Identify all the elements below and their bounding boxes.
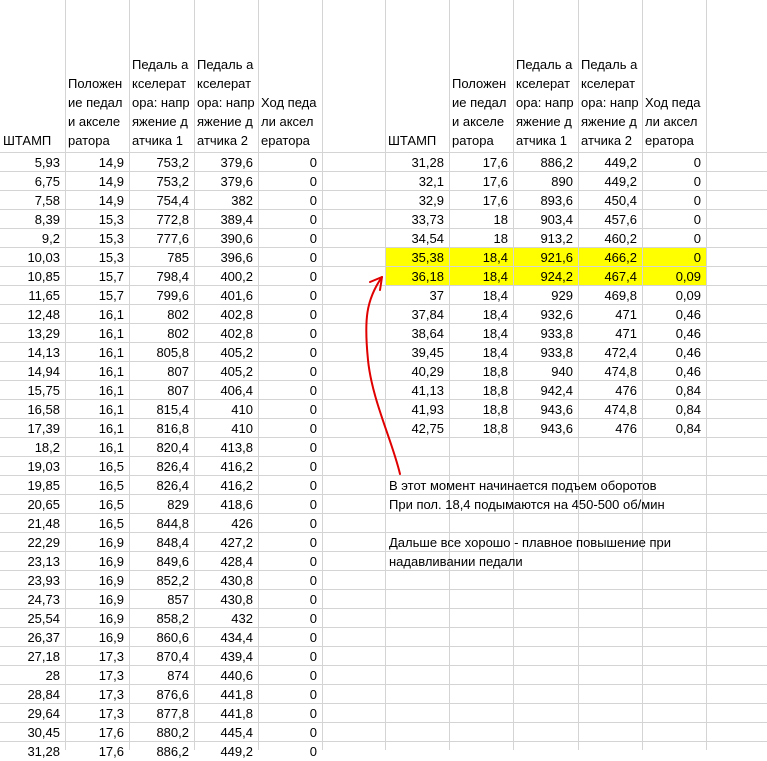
left-table-cell[interactable]: 16,1: [98, 383, 124, 398]
left-table-cell[interactable]: 5,93: [34, 155, 60, 170]
right-table-cell[interactable]: 18,8: [482, 421, 508, 436]
left-table-cell[interactable]: 16,58: [27, 402, 60, 417]
left-table-cell[interactable]: 0: [309, 497, 317, 512]
right-table-cell[interactable]: 32,9: [418, 193, 444, 208]
right-table-cell[interactable]: 466,2: [604, 250, 637, 265]
left-table-cell[interactable]: 17,6: [98, 725, 124, 740]
left-table-cell[interactable]: 0: [309, 155, 317, 170]
left-table-cell[interactable]: 430,8: [220, 592, 253, 607]
right-table-cell[interactable]: 0: [693, 250, 701, 265]
left-table-cell[interactable]: 16,5: [98, 516, 124, 531]
right-table-cell[interactable]: 18: [493, 231, 508, 246]
left-table-cell[interactable]: 0: [309, 326, 317, 341]
left-table-cell[interactable]: 405,2: [220, 364, 253, 379]
left-table-header-cell[interactable]: ШТАМП: [3, 133, 52, 148]
left-table-cell[interactable]: 15,7: [98, 288, 124, 303]
right-table-cell[interactable]: 886,2: [540, 155, 573, 170]
right-table-header-cell[interactable]: Положение педали акселератора: [452, 76, 507, 148]
right-table-cell[interactable]: 0: [693, 155, 701, 170]
left-table-cell[interactable]: 445,4: [220, 725, 253, 740]
right-table-cell[interactable]: 38,64: [411, 326, 444, 341]
right-table-cell[interactable]: 0,46: [675, 326, 701, 341]
left-table-cell[interactable]: 16,1: [98, 364, 124, 379]
right-table-cell[interactable]: 0: [693, 193, 701, 208]
right-table-cell[interactable]: 940: [551, 364, 573, 379]
left-table-cell[interactable]: 410: [231, 421, 253, 436]
left-table-cell[interactable]: 22,29: [27, 535, 60, 550]
left-table-cell[interactable]: 379,6: [220, 174, 253, 189]
left-table-cell[interactable]: 807: [167, 383, 189, 398]
left-table-cell[interactable]: 382: [231, 193, 253, 208]
left-table-cell[interactable]: 877,8: [156, 706, 189, 721]
annotation-line-1[interactable]: В этот момент начинается подъем оборотов: [389, 478, 657, 493]
left-table-cell[interactable]: 16,9: [98, 611, 124, 626]
right-table-cell[interactable]: 942,4: [540, 383, 573, 398]
right-table-cell[interactable]: 37: [429, 288, 444, 303]
left-table-cell[interactable]: 23,93: [27, 573, 60, 588]
left-table-cell[interactable]: 826,4: [156, 459, 189, 474]
left-table-cell[interactable]: 9,2: [41, 231, 60, 246]
right-table-cell[interactable]: 17,6: [482, 193, 508, 208]
right-table-cell[interactable]: 33,73: [411, 212, 444, 227]
left-table-cell[interactable]: 449,2: [220, 744, 253, 759]
annotation-line-4[interactable]: надавливании педали: [389, 554, 523, 569]
left-table-cell[interactable]: 16,9: [98, 535, 124, 550]
left-table-cell[interactable]: 18,2: [34, 440, 60, 455]
right-table-cell[interactable]: 36,18: [411, 269, 444, 284]
left-table-cell[interactable]: 0: [309, 459, 317, 474]
left-table-cell[interactable]: 802: [167, 326, 189, 341]
left-table-cell[interactable]: 848,4: [156, 535, 189, 550]
left-table-cell[interactable]: 432: [231, 611, 253, 626]
left-table-cell[interactable]: 15,3: [98, 231, 124, 246]
right-table-cell[interactable]: 943,6: [540, 421, 573, 436]
left-table-cell[interactable]: 16,9: [98, 554, 124, 569]
right-table-cell[interactable]: 18,4: [482, 307, 508, 322]
right-table-cell[interactable]: 0: [693, 231, 701, 246]
left-table-cell[interactable]: 16,1: [98, 440, 124, 455]
left-table-cell[interactable]: 880,2: [156, 725, 189, 740]
right-table-cell[interactable]: 932,6: [540, 307, 573, 322]
left-table-cell[interactable]: 753,2: [156, 155, 189, 170]
right-table-cell[interactable]: 924,2: [540, 269, 573, 284]
right-table-cell[interactable]: 18,8: [482, 402, 508, 417]
left-table-cell[interactable]: 413,8: [220, 440, 253, 455]
right-table-cell[interactable]: 42,75: [411, 421, 444, 436]
left-table-cell[interactable]: 0: [309, 649, 317, 664]
right-table-cell[interactable]: 31,28: [411, 155, 444, 170]
right-table-cell[interactable]: 474,8: [604, 402, 637, 417]
left-table-cell[interactable]: 805,8: [156, 345, 189, 360]
right-table-cell[interactable]: 449,2: [604, 174, 637, 189]
left-table-cell[interactable]: 30,45: [27, 725, 60, 740]
left-table-cell[interactable]: 0: [309, 630, 317, 645]
left-table-cell[interactable]: 402,8: [220, 307, 253, 322]
right-table-cell[interactable]: 472,4: [604, 345, 637, 360]
left-table-cell[interactable]: 428,4: [220, 554, 253, 569]
left-table-cell[interactable]: 17,3: [98, 706, 124, 721]
left-table-cell[interactable]: 17,3: [98, 649, 124, 664]
right-table-cell[interactable]: 32,1: [418, 174, 444, 189]
left-table-cell[interactable]: 31,28: [27, 744, 60, 759]
right-table-cell[interactable]: 34,54: [411, 231, 444, 246]
right-table-cell[interactable]: 40,29: [411, 364, 444, 379]
left-table-cell[interactable]: 0: [309, 421, 317, 436]
right-table-cell[interactable]: 37,84: [411, 307, 444, 322]
left-table-cell[interactable]: 16,1: [98, 345, 124, 360]
right-table-cell[interactable]: 893,6: [540, 193, 573, 208]
left-table-cell[interactable]: 25,54: [27, 611, 60, 626]
left-table-cell[interactable]: 28,84: [27, 687, 60, 702]
left-table-cell[interactable]: 19,85: [27, 478, 60, 493]
left-table-header-cell[interactable]: Педаль акселератора: напряжение датчика 1: [132, 57, 190, 148]
left-table-cell[interactable]: 844,8: [156, 516, 189, 531]
left-table-cell[interactable]: 23,13: [27, 554, 60, 569]
left-table-cell[interactable]: 19,03: [27, 459, 60, 474]
left-table-cell[interactable]: 0: [309, 706, 317, 721]
left-table-cell[interactable]: 6,75: [34, 174, 60, 189]
left-table-cell[interactable]: 14,13: [27, 345, 60, 360]
left-table-cell[interactable]: 14,9: [98, 193, 124, 208]
right-table-cell[interactable]: 460,2: [604, 231, 637, 246]
left-table-cell[interactable]: 16,9: [98, 573, 124, 588]
left-table-cell[interactable]: 857: [167, 592, 189, 607]
arrow-head: [370, 277, 382, 290]
left-table-cell[interactable]: 799,6: [156, 288, 189, 303]
left-table-cell[interactable]: 0: [309, 174, 317, 189]
left-table-cell[interactable]: 21,48: [27, 516, 60, 531]
right-table-cell[interactable]: 890: [551, 174, 573, 189]
left-table-cell[interactable]: 0: [309, 440, 317, 455]
left-table-cell[interactable]: 0: [309, 364, 317, 379]
left-table-cell[interactable]: 15,3: [98, 250, 124, 265]
left-table-cell[interactable]: 16,5: [98, 478, 124, 493]
left-table-cell[interactable]: 16,5: [98, 497, 124, 512]
left-table-cell[interactable]: 430,8: [220, 573, 253, 588]
left-table-cell[interactable]: 849,6: [156, 554, 189, 569]
right-table-cell[interactable]: 0: [693, 174, 701, 189]
left-table-cell[interactable]: 0: [309, 212, 317, 227]
left-table-cell[interactable]: 10,03: [27, 250, 60, 265]
left-table-cell[interactable]: 0: [309, 269, 317, 284]
left-table-cell[interactable]: 418,6: [220, 497, 253, 512]
left-table-cell[interactable]: 785: [167, 250, 189, 265]
left-table-cell[interactable]: 16,1: [98, 402, 124, 417]
column-gridline: [322, 0, 323, 750]
left-table-cell[interactable]: 852,2: [156, 573, 189, 588]
left-table-cell[interactable]: 16,1: [98, 307, 124, 322]
left-table-cell[interactable]: 16,9: [98, 630, 124, 645]
left-table-cell[interactable]: 0: [309, 402, 317, 417]
left-table-cell[interactable]: 15,7: [98, 269, 124, 284]
left-table-cell[interactable]: 26,37: [27, 630, 60, 645]
right-table-cell[interactable]: 0,46: [675, 307, 701, 322]
left-table-cell[interactable]: 15,75: [27, 383, 60, 398]
left-table-cell[interactable]: 441,8: [220, 706, 253, 721]
left-table-cell[interactable]: 0: [309, 725, 317, 740]
left-table-cell[interactable]: 402,8: [220, 326, 253, 341]
left-table-cell[interactable]: 0: [309, 516, 317, 531]
right-table-cell[interactable]: 0,46: [675, 364, 701, 379]
left-table-cell[interactable]: 17,6: [98, 744, 124, 759]
right-table-cell[interactable]: 0,09: [675, 288, 701, 303]
right-table-cell[interactable]: 903,4: [540, 212, 573, 227]
left-table-cell[interactable]: 807: [167, 364, 189, 379]
right-table-cell[interactable]: 921,6: [540, 250, 573, 265]
left-table-cell[interactable]: 0: [309, 592, 317, 607]
right-table-cell[interactable]: 18,8: [482, 364, 508, 379]
left-table-cell[interactable]: 0: [309, 193, 317, 208]
left-table-cell[interactable]: 870,4: [156, 649, 189, 664]
left-table-header-cell[interactable]: Ход педали акселератора: [261, 95, 317, 148]
left-table-cell[interactable]: 0: [309, 383, 317, 398]
left-table-cell[interactable]: 798,4: [156, 269, 189, 284]
right-table-cell[interactable]: 18,4: [482, 326, 508, 341]
left-table-cell[interactable]: 15,3: [98, 212, 124, 227]
left-table-cell[interactable]: 858,2: [156, 611, 189, 626]
left-table-cell[interactable]: 14,94: [27, 364, 60, 379]
left-table-cell[interactable]: 14,9: [98, 174, 124, 189]
left-table-cell[interactable]: 20,65: [27, 497, 60, 512]
left-table-cell[interactable]: 0: [309, 744, 317, 759]
right-table-cell[interactable]: 450,4: [604, 193, 637, 208]
right-table-cell[interactable]: 39,45: [411, 345, 444, 360]
left-table-cell[interactable]: 754,4: [156, 193, 189, 208]
right-table-cell[interactable]: 471: [615, 326, 637, 341]
left-table-cell[interactable]: 0: [309, 573, 317, 588]
right-table-cell[interactable]: 35,38: [411, 250, 444, 265]
left-table-cell[interactable]: 8,39: [34, 212, 60, 227]
left-table-cell[interactable]: 27,18: [27, 649, 60, 664]
right-table-header-cell[interactable]: Ход педали акселератора: [645, 95, 701, 148]
right-table-cell[interactable]: 449,2: [604, 155, 637, 170]
left-table-cell[interactable]: 400,2: [220, 269, 253, 284]
left-table-cell[interactable]: 10,85: [27, 269, 60, 284]
left-table-cell[interactable]: 0: [309, 478, 317, 493]
left-table-cell[interactable]: 820,4: [156, 440, 189, 455]
right-table-cell[interactable]: 457,6: [604, 212, 637, 227]
left-table-cell[interactable]: 28: [45, 668, 60, 683]
left-table-cell[interactable]: 753,2: [156, 174, 189, 189]
right-table-cell[interactable]: 933,8: [540, 345, 573, 360]
right-table-cell[interactable]: 476: [615, 421, 637, 436]
right-table-cell[interactable]: 0,46: [675, 345, 701, 360]
right-table-cell[interactable]: 17,6: [482, 155, 508, 170]
left-table-cell[interactable]: 379,6: [220, 155, 253, 170]
left-table-cell[interactable]: 860,6: [156, 630, 189, 645]
left-table-cell[interactable]: 11,65: [28, 288, 60, 303]
left-table-cell[interactable]: 829: [167, 497, 189, 512]
column-gridline: [706, 0, 707, 750]
left-table-cell[interactable]: 401,6: [220, 288, 253, 303]
left-table-cell[interactable]: 427,2: [220, 535, 253, 550]
left-table-cell[interactable]: 0: [309, 250, 317, 265]
right-table-cell[interactable]: 0,84: [675, 402, 701, 417]
left-table-cell[interactable]: 29,64: [27, 706, 60, 721]
left-table-cell[interactable]: 0: [309, 687, 317, 702]
right-table-header-cell[interactable]: ШТАМП: [388, 133, 437, 148]
right-table-cell[interactable]: 18,4: [482, 288, 508, 303]
right-table-cell[interactable]: 18: [493, 212, 508, 227]
left-table-cell[interactable]: 440,6: [220, 668, 253, 683]
left-table-cell[interactable]: 17,3: [98, 687, 124, 702]
right-table-cell[interactable]: 0: [693, 212, 701, 227]
right-table-cell[interactable]: 476: [615, 383, 637, 398]
left-table-cell[interactable]: 439,4: [220, 649, 253, 664]
left-table-cell[interactable]: 14,9: [98, 155, 124, 170]
left-table-cell[interactable]: 0: [309, 668, 317, 683]
right-table-cell[interactable]: 18,4: [482, 250, 508, 265]
left-table-cell[interactable]: 826,4: [156, 478, 189, 493]
right-table-header-cell[interactable]: Педаль акселератора: напряжение датчика 2: [581, 57, 639, 148]
left-table-cell[interactable]: 434,4: [220, 630, 253, 645]
left-table-cell[interactable]: 777,6: [156, 231, 189, 246]
annotation-line-2[interactable]: При пол. 18,4 подымаются на 450-500 об/мин: [389, 497, 665, 512]
right-table-cell[interactable]: 933,8: [540, 326, 573, 341]
right-table-cell[interactable]: 943,6: [540, 402, 573, 417]
right-table-cell[interactable]: 467,4: [604, 269, 637, 284]
right-table-cell[interactable]: 0,84: [675, 421, 701, 436]
left-table-cell[interactable]: 802: [167, 307, 189, 322]
left-table-cell[interactable]: 416,2: [220, 459, 253, 474]
right-table-cell[interactable]: 41,13: [411, 383, 444, 398]
right-table-cell[interactable]: 0,84: [675, 383, 701, 398]
left-table-cell[interactable]: 390,6: [220, 231, 253, 246]
right-table-cell[interactable]: 41,93: [411, 402, 444, 417]
left-table-cell[interactable]: 815,4: [156, 402, 189, 417]
right-table-cell[interactable]: 17,6: [482, 174, 508, 189]
right-table-cell[interactable]: 18,8: [482, 383, 508, 398]
left-table-cell[interactable]: 426: [231, 516, 253, 531]
right-table-cell[interactable]: 929: [551, 288, 573, 303]
left-table-cell[interactable]: 772,8: [156, 212, 189, 227]
right-table-cell[interactable]: 0,09: [675, 269, 701, 284]
right-table-cell[interactable]: 469,8: [604, 288, 637, 303]
right-table-cell[interactable]: 18,4: [482, 269, 508, 284]
left-table-cell[interactable]: 816,8: [156, 421, 189, 436]
left-table-cell[interactable]: 0: [309, 611, 317, 626]
left-table-cell[interactable]: 0: [309, 307, 317, 322]
left-table-cell[interactable]: 16,9: [98, 592, 124, 607]
left-table-cell[interactable]: 7,58: [34, 193, 60, 208]
left-table-cell[interactable]: 24,73: [27, 592, 60, 607]
left-table-cell[interactable]: 0: [309, 554, 317, 569]
left-table-header-cell[interactable]: Педаль акселератора: напряжение датчика 2: [197, 57, 255, 148]
left-table-cell[interactable]: 17,3: [98, 668, 124, 683]
right-table-cell[interactable]: 913,2: [540, 231, 573, 246]
left-table-cell[interactable]: 874: [167, 668, 189, 683]
left-table-cell[interactable]: 16,1: [98, 421, 124, 436]
left-table-cell[interactable]: 886,2: [156, 744, 189, 759]
left-table-cell[interactable]: 416,2: [220, 478, 253, 493]
left-table-cell[interactable]: 389,4: [220, 212, 253, 227]
right-table-cell[interactable]: 18,4: [482, 345, 508, 360]
left-table-cell[interactable]: 405,2: [220, 345, 253, 360]
left-table-cell[interactable]: 12,48: [27, 307, 60, 322]
left-table-cell[interactable]: 441,8: [220, 687, 253, 702]
left-table-cell[interactable]: 17,39: [27, 421, 60, 436]
left-table-cell[interactable]: 16,1: [98, 326, 124, 341]
left-table-cell[interactable]: 410: [231, 402, 253, 417]
left-table-cell[interactable]: 396,6: [220, 250, 253, 265]
left-table-cell[interactable]: 406,4: [220, 383, 253, 398]
left-table-cell[interactable]: 13,29: [27, 326, 60, 341]
left-table-cell[interactable]: 876,6: [156, 687, 189, 702]
right-table-cell[interactable]: 474,8: [604, 364, 637, 379]
left-table-cell[interactable]: 0: [309, 231, 317, 246]
left-table-cell[interactable]: 0: [309, 535, 317, 550]
left-table-cell[interactable]: 0: [309, 345, 317, 360]
right-table-cell[interactable]: 471: [615, 307, 637, 322]
annotation-line-3[interactable]: Дальше все хорошо - плавное повышение при: [389, 535, 672, 550]
left-table-cell[interactable]: 16,5: [98, 459, 124, 474]
left-table-header-cell[interactable]: Положение педали акселератора: [68, 76, 123, 148]
right-table-header-cell[interactable]: Педаль акселератора: напряжение датчика 1: [516, 57, 574, 148]
left-table-cell[interactable]: 0: [309, 288, 317, 303]
